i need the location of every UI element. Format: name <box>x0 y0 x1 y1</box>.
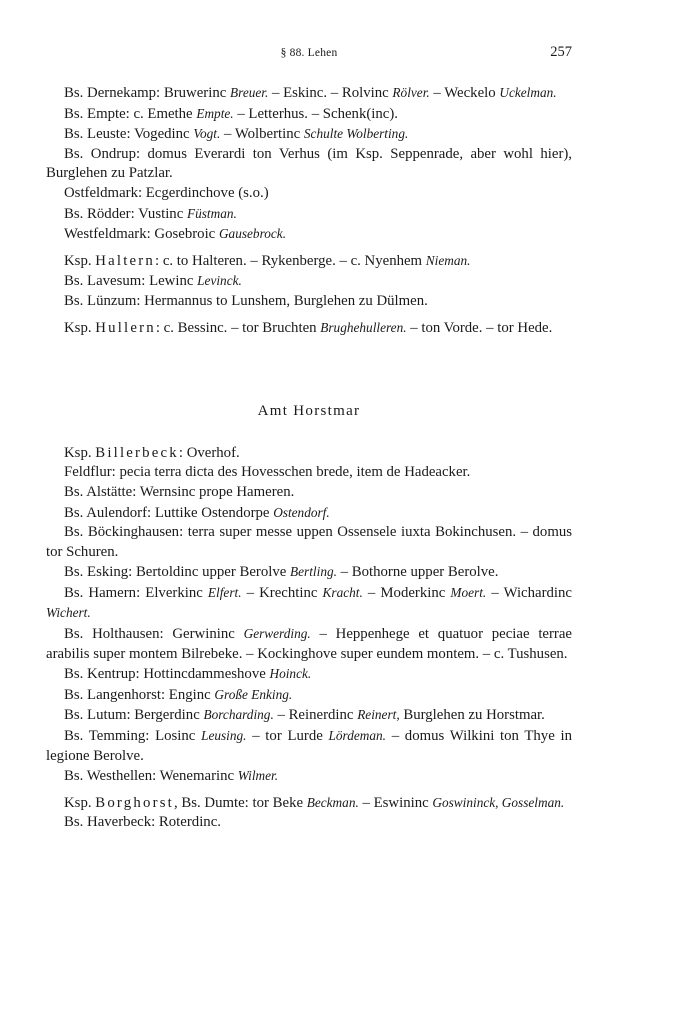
text-run: : Overhof. <box>178 444 240 461</box>
italic-surname: Lördeman. <box>328 728 386 744</box>
italic-surname: Füstman. <box>186 205 237 221</box>
italic-surname: Kracht. <box>322 584 363 600</box>
italic-surname: Bertling. <box>290 564 337 580</box>
italic-surname: Beckman. <box>306 794 359 810</box>
text-run: Westfeldmark: Gosebroic <box>64 226 219 243</box>
entry-paragraph <box>46 292 572 312</box>
text-run: : c. Bessinc. – tor Bruchten <box>155 319 321 336</box>
text-run: : c. to Halteren. – Rykenberge. – c. Nyenhem <box>155 252 426 269</box>
text-run: Bs. Dernekamp: Bruwerinc <box>64 85 231 101</box>
entry-paragraph <box>46 463 572 483</box>
italic-surname: Ostendorf. <box>273 504 330 520</box>
entry-paragraph <box>46 444 572 464</box>
italic-surname: Reinert, <box>357 707 400 723</box>
text-run: – Bothorne upper Berolve. <box>336 564 499 581</box>
italic-surname: Leusing. <box>201 728 247 744</box>
entry-paragraph <box>46 562 572 583</box>
text-run: Bs. Westhellen: Wenemarinc <box>64 768 238 785</box>
text-run: – Reinerdinc <box>273 707 358 724</box>
entry-paragraph <box>46 523 572 562</box>
entry-paragraph <box>46 104 572 125</box>
entry-paragraph <box>46 184 572 204</box>
text-run: Ostfeldmark: Ecgerdinchove (s.o.) <box>64 184 269 201</box>
italic-surname: Empte. <box>196 105 234 121</box>
text-run: – ton Vorde. – tor Hede. <box>406 319 553 336</box>
text-run: – Heppenhege et quatuor peciae terrae arabilis super montem Bilrebeke. – Kockinghove super eundem montem. – c. Tushusen. <box>46 626 572 662</box>
parish-name: Hullern <box>95 319 156 336</box>
italic-surname: Rölver. <box>392 85 430 100</box>
italic-surname: Levinck. <box>197 273 242 289</box>
text-run: Ksp. <box>64 319 96 336</box>
text-run: Amt Horstmar <box>257 403 361 420</box>
italic-surname: Wichert. <box>46 605 91 621</box>
italic-surname: Nieman. <box>425 252 471 268</box>
section-heading <box>46 402 572 422</box>
text-run: Bs. Holthausen: Gerwininc <box>64 626 244 643</box>
text-run: Bs. Aulendorf: Luttike Ostendorpe <box>64 504 274 521</box>
text-run: Bs. Temming: Losinc <box>64 728 202 745</box>
entry-paragraph <box>46 124 572 145</box>
parish-name: Haltern <box>95 252 156 269</box>
entry-paragraph <box>46 664 572 685</box>
text-run: Burglehen zu Horstmar. <box>399 707 545 724</box>
entry-paragraph <box>46 83 572 104</box>
entry-paragraph <box>46 766 572 787</box>
entry-paragraph <box>46 271 572 292</box>
text-run: Ksp. <box>64 794 96 811</box>
italic-surname: Uckelman. <box>499 85 557 100</box>
text-run: Bs. Lavesum: Lewinc <box>64 273 198 290</box>
text-run: Bs. Böckinghausen: terra super messe uppen Ossensele iuxta Bokinchusen. – domus tor Schuren. <box>46 524 572 560</box>
italic-surname: Brughehulleren. <box>320 319 407 335</box>
text-run: – Moderkinc <box>362 584 451 601</box>
entry-paragraph <box>46 624 572 664</box>
page-number: 257 <box>550 44 572 60</box>
entry-paragraph <box>46 318 572 339</box>
text-run: Ksp. <box>64 444 96 461</box>
document-body <box>46 83 572 833</box>
text-run: Bs. Haverbeck: Roterdinc. <box>64 814 221 831</box>
entry-paragraph <box>46 705 572 726</box>
italic-surname: Breuer. <box>230 85 269 100</box>
entry-paragraph <box>46 813 572 833</box>
text-run: Bs. Esking: Bertoldinc upper Berolve <box>64 564 291 581</box>
italic-surname: Schulte Wolberting. <box>303 126 409 142</box>
text-run: – Wichardinc <box>486 584 572 601</box>
entry-paragraph <box>46 224 572 245</box>
italic-surname: Elfert. <box>207 584 242 600</box>
italic-surname: Goswininck, Gosselman. <box>432 794 565 810</box>
text-run: – tor Lurde <box>246 728 329 745</box>
text-run: – Letterhus. – Schenk(inc). <box>233 105 398 122</box>
text-run: – Weckelo <box>429 85 500 101</box>
entry-paragraph <box>46 145 572 184</box>
text-run: Bs. Kentrup: Hottincdammeshove <box>64 666 270 683</box>
text-run: Bs. Ondrup: domus Everardi ton Verhus (im Ksp. Seppenrade, aber wohl hier), Burglehen zu Patzlar. <box>46 145 572 182</box>
text-run: – Wolbertinc <box>220 126 304 143</box>
text-run: – domus Wilkini ton Thye in legione Berolve. <box>46 728 572 764</box>
text-run: Bs. Hamern: Elverkinc <box>64 584 208 601</box>
text-run: Bs. Lutum: Bergerdinc <box>64 707 204 724</box>
text-run: – Eswininc <box>358 794 433 811</box>
italic-surname: Moert. <box>450 584 487 600</box>
text-run: – Krechtinc <box>241 584 323 601</box>
text-run: Bs. Empte: c. Emethe <box>64 105 197 122</box>
entry-paragraph <box>46 793 572 814</box>
page-header <box>46 44 572 64</box>
entry-paragraph <box>46 726 572 766</box>
running-head: § 88. Lehen <box>280 47 338 59</box>
text-run: , Bs. Dumte: tor Beke <box>173 794 307 811</box>
italic-surname: Große Enking. <box>214 686 293 702</box>
entry-paragraph <box>46 204 572 225</box>
text-run: Bs. Alstätte: Wernsinc prope Hameren. <box>64 483 295 500</box>
entry-paragraph <box>46 483 572 503</box>
italic-surname: Vogt. <box>193 126 221 142</box>
entry-paragraph <box>46 685 572 706</box>
text-run: Feldflur: pecia terra dicta des Hovesschen brede, item de Hadeacker. <box>64 464 471 481</box>
italic-surname: Borcharding. <box>203 707 274 723</box>
parish-name: Borghorst <box>95 794 174 811</box>
text-run: Bs. Langenhorst: Enginc <box>64 686 215 703</box>
italic-surname: Gausebrock. <box>218 226 287 242</box>
text-run: Bs. Rödder: Vustinc <box>64 205 187 222</box>
entry-paragraph <box>46 503 572 524</box>
text-run: – Eskinc. – Rolvinc <box>268 85 393 101</box>
italic-surname: Wilmer. <box>237 768 279 784</box>
italic-surname: Gerwerding. <box>243 626 311 642</box>
text-run: Bs. Leuste: Vogedinc <box>64 126 194 143</box>
entry-paragraph <box>46 251 572 272</box>
italic-surname: Hoinck. <box>269 666 312 682</box>
parish-name: Billerbeck <box>95 444 179 461</box>
text-run: Bs. Lünzum: Hermannus to Lunshem, Burglehen zu Dülmen. <box>64 292 428 309</box>
text-run: Ksp. <box>64 252 96 269</box>
entry-paragraph <box>46 583 572 624</box>
